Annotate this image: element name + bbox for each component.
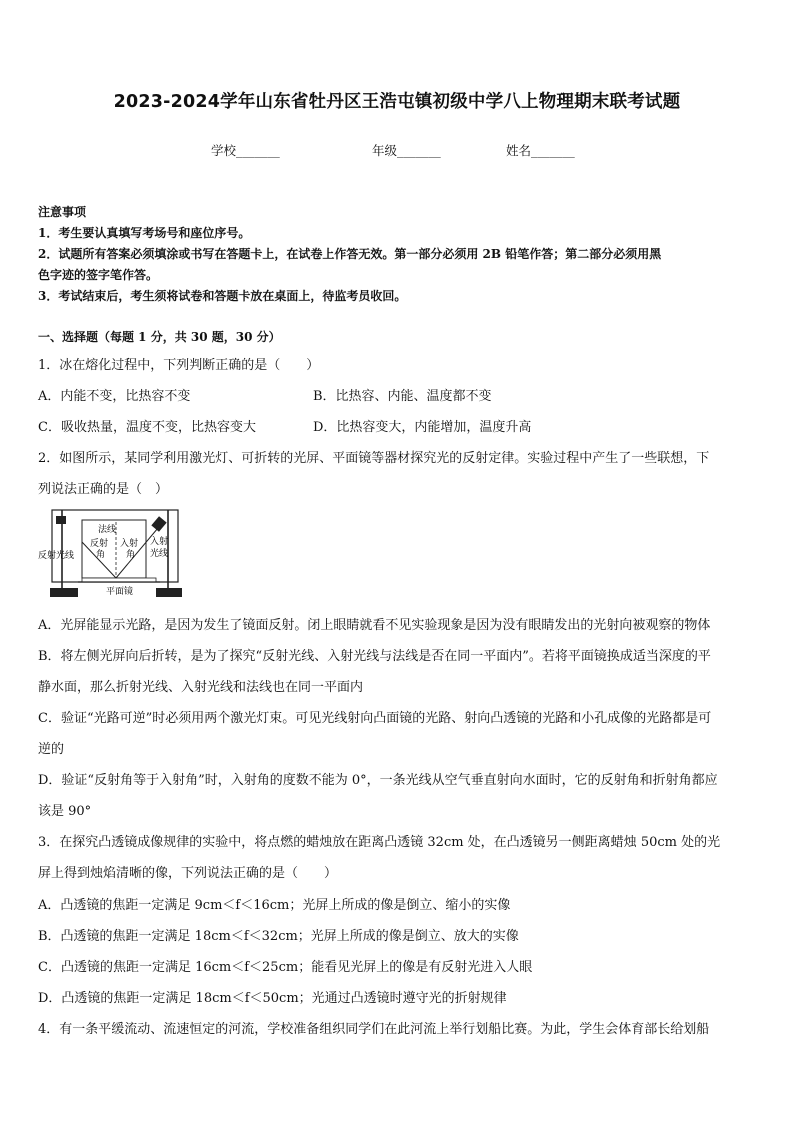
q3-option-a[interactable]: A．凸透镜的焦距一定满足 9cm＜f＜16cm；光屏上所成的像是倒立、缩小的实像 <box>38 898 511 913</box>
q2-option-b[interactable]: B．将左侧光屏向后折转，是为了探究“反射光线、入射光线与法线是否在同一平面内”。若将平面镜换成适当深度的平 <box>38 649 711 664</box>
reflect-angle-label: 反射 <box>90 539 109 549</box>
incident-angle-label-2: 角 <box>126 550 136 560</box>
notice-heading: 注意事项 <box>38 205 87 219</box>
question-3-stem: 3．在探究凸透镜成像规律的实验中，将点燃的蜡烛放在距离凸透镜 32cm 处，在凸透镜另一侧距离蜡烛 50cm 处的光 <box>38 835 721 850</box>
name-field[interactable]: 姓名_______ <box>506 143 575 158</box>
notice-item: 1．考生要认真填写考场号和座位序号。 <box>38 226 251 240</box>
left-base <box>50 588 78 597</box>
exam-title: 2023-2024学年山东省牡丹区王浩屯镇初级中学八上物理期末联考试题 <box>113 92 681 112</box>
question-3-stem: 屏上得到烛焰清晰的像，下列说法正确的是（ ） <box>38 866 338 881</box>
mirror-label: 平面镜 <box>106 587 134 597</box>
left-clamp <box>56 516 66 524</box>
notice-item: 3．考试结束后，考生须将试卷和答题卡放在桌面上，待监考员收回。 <box>38 289 407 303</box>
incident-ray-label-2: 光线 <box>150 549 169 559</box>
notice-item: 2．试题所有答案必须填涂或书写在答题卡上，在试卷上作答无效。第一部分必须用 2B 铅笔作答；第二部分必须用黑 <box>38 247 662 261</box>
grade-field[interactable]: 年级_______ <box>372 143 441 158</box>
q1-option-a[interactable]: A．内能不变，比热容不变 <box>38 389 191 404</box>
question-2-stem: 2．如图所示，某同学利用激光灯、可折转的光屏、平面镜等器材探究光的反射定律。实验过程中产生了一些联想，下 <box>38 451 710 466</box>
question-2-stem: 列说法正确的是（ ） <box>38 482 169 497</box>
q2-option-a[interactable]: A．光屏能显示光路，是因为发生了镜面反射。闭上眼睛就看不见实验现象是因为没有眼睛发出的光射向被观察的物体 <box>38 618 711 633</box>
q1-option-d[interactable]: D．比热容变大，内能增加，温度升高 <box>313 420 532 435</box>
q3-option-b[interactable]: B．凸透镜的焦距一定满足 18cm＜f＜32cm；光屏上所成的像是倒立、放大的实像 <box>38 929 519 944</box>
q3-option-d[interactable]: D．凸透镜的焦距一定满足 18cm＜f＜50cm；光通过凸透镜时遵守光的折射规律 <box>38 991 507 1006</box>
school-field[interactable]: 学校_______ <box>211 143 280 158</box>
q3-option-c[interactable]: C．凸透镜的焦距一定满足 16cm＜f＜25cm；能看见光屏上的像是有反射光进入人眼 <box>38 960 533 975</box>
q2-option-d-cont: 该是 90° <box>38 804 92 819</box>
reflected-ray-label: 反射光线 <box>38 551 75 561</box>
incident-ray-label: 入射 <box>150 537 169 547</box>
q2-option-c[interactable]: C．验证“光路可逆”时必须用两个激光灯束。可见光线射向凸面镜的光路、射向凸透镜的光路和小孔成像的光路都是可 <box>38 711 712 726</box>
reflect-angle-label-2: 角 <box>96 550 106 560</box>
student-info-fields <box>0 141 794 161</box>
incident-angle-label: 入射 <box>120 539 139 549</box>
q1-option-b[interactable]: B．比热容、内能、温度都不变 <box>313 389 492 404</box>
q2-option-b-cont: 静水面，那么折射光线、入射光线和法线也在同一平面内 <box>38 680 364 695</box>
reflection-experiment-figure <box>38 506 188 601</box>
question-1-stem: 1．冰在熔化过程中，下列判断正确的是（ ） <box>38 358 320 373</box>
notice-item: 色字迹的签字笔作答。 <box>38 268 159 282</box>
q2-option-d[interactable]: D．验证“反射角等于入射角”时，入射角的度数不能为 0°，一条光线从空气垂直射向水面时，它的反射角和折射角都应 <box>38 773 718 788</box>
laser-pointer <box>151 516 166 532</box>
right-base <box>156 588 182 597</box>
q1-option-c[interactable]: C．吸收热量，温度不变，比热容变大 <box>38 420 256 435</box>
q2-option-c-cont: 逆的 <box>38 742 65 757</box>
normal-label: 法线 <box>98 525 117 535</box>
section-heading: 一、选择题（每题 1 分，共 30 题，30 分） <box>38 330 281 344</box>
question-4-stem: 4．有一条平缓流动、流速恒定的河流，学校准备组织同学们在此河流上举行划船比赛。为此，学生会体育部长给划船 <box>38 1022 710 1037</box>
